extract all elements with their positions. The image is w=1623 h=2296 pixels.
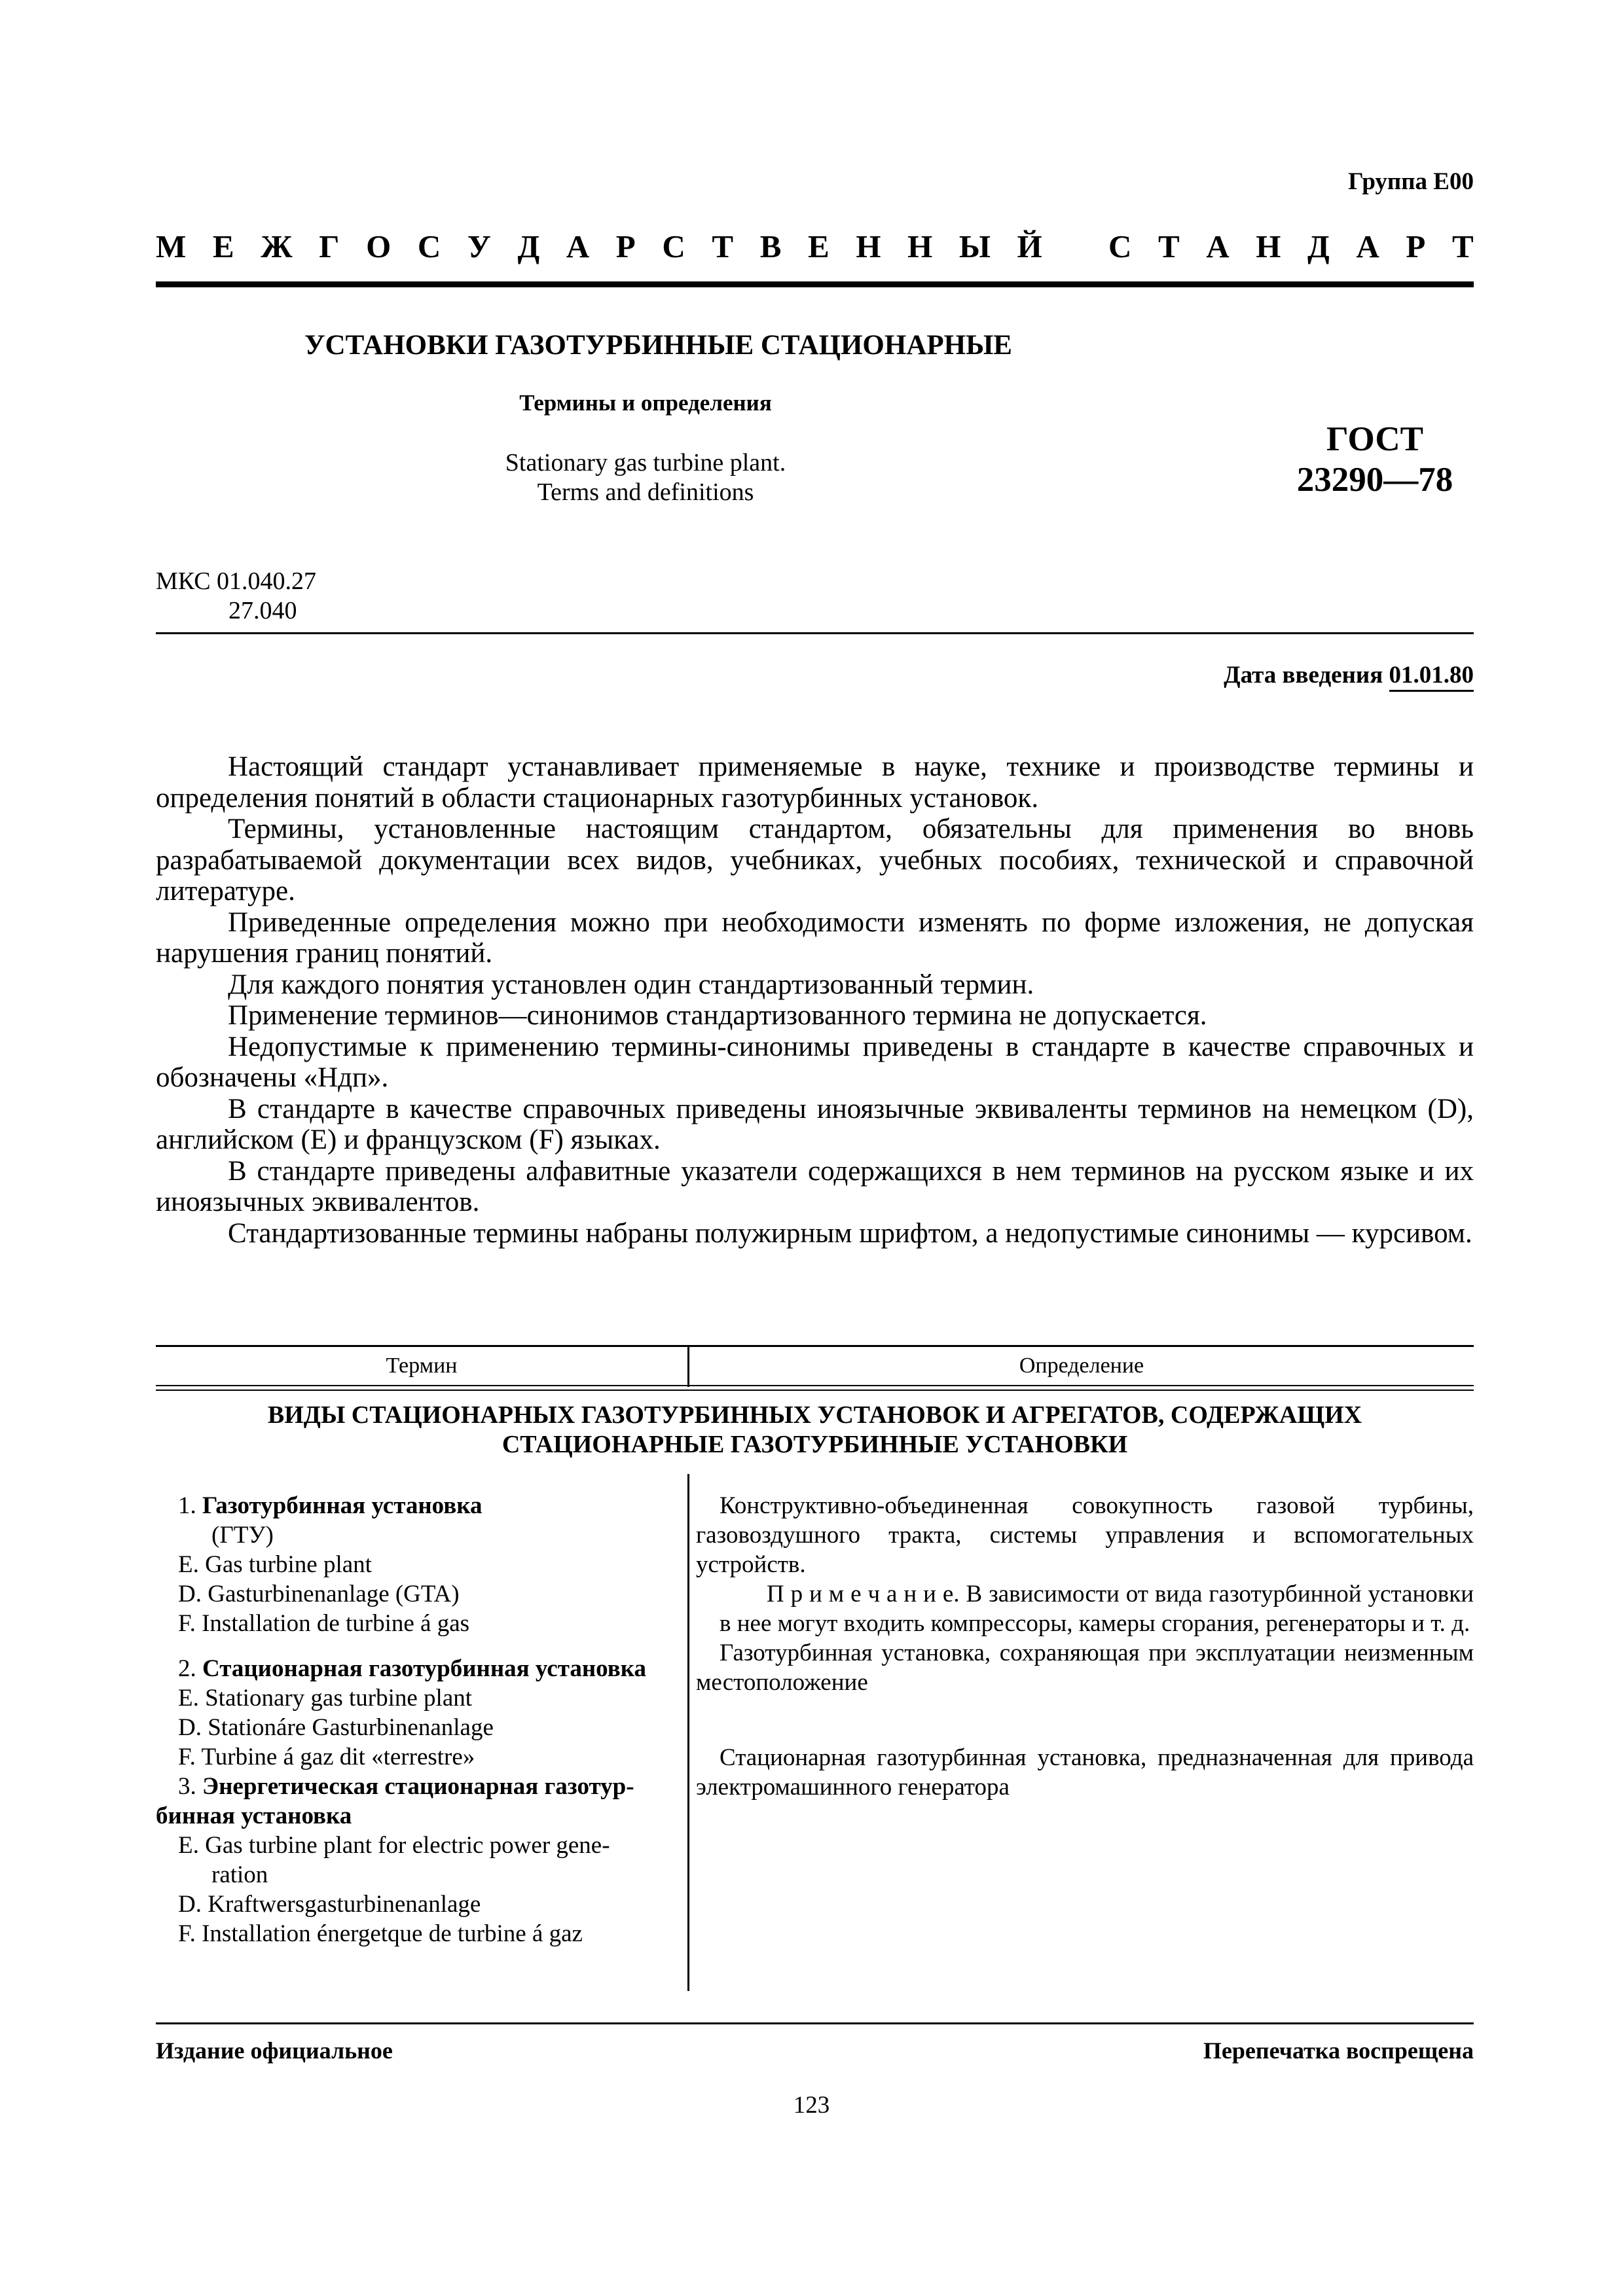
term-german: D. Kraftwersgasturbinenanlage [178, 1891, 481, 1918]
intro-paragraph: Недопустимые к применению термины-синонимы приведены в стандарте в качестве справочных и обозначены «Ндп». [156, 1031, 1474, 1093]
definition-1-note [696, 1579, 1474, 1638]
body-column-divider [687, 1474, 689, 1991]
term-name: Стационарная газотурбинная установка [202, 1655, 646, 1682]
footer-rule [156, 2022, 1474, 2024]
heading-letter: М [156, 228, 187, 264]
introduction [156, 751, 1474, 1249]
document-subtitle: Термины и определения [519, 390, 772, 416]
note-body [720, 1579, 1474, 1638]
intro-paragraph: Применение терминов—синонимов стандартизованного термина не допускается. [228, 1000, 1207, 1031]
heading-letter: Г [319, 228, 340, 264]
heading-letter: С [1108, 228, 1132, 264]
term-english: E. Stationary gas turbine plant [178, 1685, 473, 1712]
term-entry-2 [156, 1654, 673, 1683]
term-german: D. Stationáre Gasturbinenanlage [178, 1714, 494, 1741]
english-title-line2: Terms and definitions [537, 478, 754, 506]
header-bottom-rule [156, 1385, 1474, 1386]
date-value: 01.01.80 [1389, 662, 1474, 692]
terms-column [156, 1491, 673, 1948]
heading-letter: А [566, 228, 590, 264]
document-title: УСТАНОВКИ ГАЗОТУРБИННЫЕ СТАЦИОНАРНЫЕ [304, 330, 1012, 361]
term-name: Газотурбинная установка [202, 1492, 483, 1519]
definitions-column [696, 1491, 1474, 1802]
date-label: Дата введения [1224, 662, 1383, 689]
intro-paragraph: Приведенные определения можно при необходимости изменять по форме изложения, не допуская нарушения границ понятий. [156, 906, 1474, 969]
heading-letter: Н [856, 228, 881, 264]
heading-letter: Д [517, 228, 540, 264]
term-name-line2: бинная установка [156, 1803, 352, 1829]
term-french: F. Installation énergetque de turbine á gaz [178, 1920, 583, 1947]
intro-paragraph: Настоящий стандарт устанавливает применяемые в науке, технике и производстве термины и определения понятий в области стационарных газотурбинных установок. [156, 751, 1474, 814]
intro-paragraph: Для каждого понятия установлен один стандартизованный термин. [228, 969, 1034, 1000]
note-text: В зависимости от вида газотурбинной установки в нее могут входить компрессоры, камеры сгорания, регенераторы и т. д. [720, 1581, 1474, 1637]
note-label: П р и м е ч а н и е. [767, 1581, 960, 1607]
term-number: 2. [178, 1655, 196, 1682]
heading-letter: Е [808, 228, 830, 264]
heading-letter: Ж [261, 228, 293, 264]
heading-letter: А [1356, 228, 1379, 264]
term-french: F. Turbine á gaz dit «terrestre» [178, 1744, 475, 1770]
intro-paragraph: Термины, установленные настоящим стандартом, обязательны для применения во вновь разрабатываемой документации всех видов, учебниках, учебных пособиях, технической и справочной литературе. [156, 814, 1474, 906]
mks-codes [156, 567, 316, 626]
heading-letter: Р [1406, 228, 1426, 264]
header-bottom-rule [156, 1390, 1474, 1391]
term-abbreviation: (ГТУ) [211, 1522, 274, 1549]
term-name-line1: Энергетическая стационарная газотур- [202, 1773, 634, 1800]
term-german: D. Gasturbinenanlage (GTA) [178, 1581, 460, 1607]
english-title [0, 448, 1291, 507]
intro-paragraph: Стандартизованные термины набраны полужирным шрифтом, а недопустимые синонимы — курсивом. [228, 1217, 1472, 1249]
heading-letter: Т [712, 228, 734, 264]
heading-letter: Н [1256, 228, 1281, 264]
column-header-term: Термин [386, 1354, 458, 1378]
term-entry-1 [156, 1491, 673, 1520]
heading-letter: О [366, 228, 392, 264]
heading-letter: У [467, 228, 491, 264]
mks-line1: МКС 01.040.27 [156, 567, 317, 595]
mks-rule [156, 632, 1474, 634]
header-rule [156, 281, 1474, 287]
heading-letter: А [1206, 228, 1230, 264]
heading-letter: Н [907, 228, 933, 264]
english-title-line1: Stationary gas turbine plant. [505, 449, 786, 476]
definition-2: Газотурбинная установка, сохраняющая при эксплуатации неизменным местоположение [696, 1640, 1474, 1696]
gost-designation [1231, 419, 1519, 500]
heading-letter: Т [1451, 228, 1474, 264]
heading-letter: Д [1307, 228, 1330, 264]
gost-number: 23290—78 [1296, 461, 1453, 499]
intro-paragraph: В стандарте приведены алфавитные указатели содержащихся в нем терминов на русском языке и их иноязычных эквивалентов. [156, 1155, 1474, 1217]
intro-paragraph: В стандарте в качестве справочных приведены иноязычные эквиваленты терминов на немецком (D), английском (E) и французском (F) языках. [156, 1093, 1474, 1155]
interstate-standard-heading [156, 228, 1474, 265]
term-number: 1. [178, 1492, 196, 1519]
term-french: F. Installation de turbine á gas [178, 1610, 470, 1637]
heading-letter: Е [212, 228, 234, 264]
heading-letter: Т [1158, 228, 1180, 264]
definition-1: Конструктивно-объединенная совокупность газовой турбины, газовоздушного тракта, системы управления и вспомогательных устройств. [696, 1492, 1474, 1578]
term-number: 3. [178, 1773, 196, 1800]
term-entry-3 [156, 1772, 673, 1801]
heading-letter: Р [615, 228, 636, 264]
gost-label: ГОСТ [1326, 420, 1423, 458]
heading-letter: Ы [958, 228, 991, 264]
term-english-line2: ration [211, 1861, 268, 1888]
term-english-line1: E. Gas turbine plant for electric power gene- [178, 1832, 610, 1859]
reprint-prohibited-label: Перепечатка воспрещена [1203, 2037, 1474, 2064]
heading-letter [1068, 228, 1082, 265]
group-code: Группа Е00 [1348, 168, 1474, 195]
effective-date [1224, 661, 1474, 689]
column-header-definition: Определение [1019, 1354, 1144, 1378]
page-number: 123 [793, 2092, 830, 2119]
term-english: E. Gas turbine plant [178, 1551, 372, 1578]
header-column-divider [687, 1345, 689, 1387]
section-heading-line1: ВИДЫ СТАЦИОНАРНЫХ ГАЗОТУРБИННЫХ УСТАНОВОК И АГРЕГАТОВ, СОДЕРЖАЩИХ [267, 1401, 1362, 1429]
section-heading-line2: СТАЦИОНАРНЫЕ ГАЗОТУРБИННЫЕ УСТАНОВКИ [501, 1431, 1128, 1458]
section-heading [156, 1401, 1474, 1460]
mks-line2: 27.040 [228, 597, 297, 624]
heading-letter: С [417, 228, 441, 264]
heading-letter: В [759, 228, 782, 264]
definition-3: Стационарная газотурбинная установка, предназначенная для привода электромашинного генератора [696, 1744, 1474, 1801]
heading-letter: С [662, 228, 685, 264]
heading-letter: Й [1017, 228, 1042, 264]
official-edition-label: Издание официальное [156, 2037, 393, 2064]
